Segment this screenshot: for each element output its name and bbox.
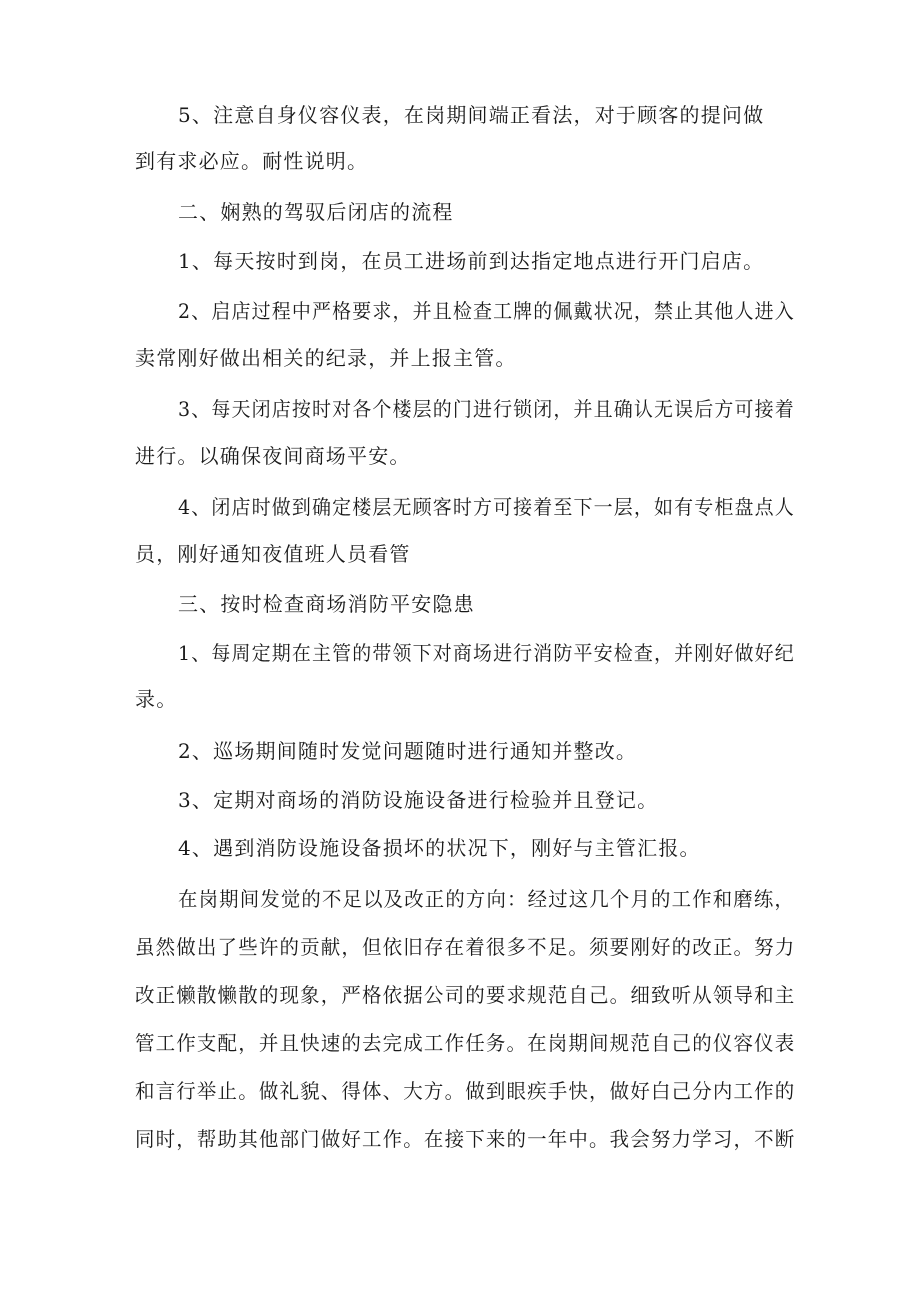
text-line: 4、遇到消防设施设备损坏的状况下，刚好与主管汇报。 <box>178 836 701 860</box>
text-line: 和言行举止。做礼貌、得体、大方。做到眼疾手快，做好白己分内工作的 <box>135 1079 796 1103</box>
text-line: 进行。以确保夜间商场平安。 <box>135 444 411 468</box>
text-line: 管工作支配，并且快速的去完成工作任务。在岗期间规范自己的仪容仪表 <box>135 1031 796 1055</box>
text-line: 虽然做出了些许的贡献，但依旧存在着很多不足。须要刚好的改正。努力 <box>135 935 796 959</box>
text-line: 4、闭店时做到确定楼层无顾客时方可接着至下一层，如有专柜盘点人 <box>178 495 795 519</box>
text-line: 同时，帮助其他部门做好工作。在接下来的一年中。我会努力学习，不断 <box>135 1127 796 1151</box>
text-line: 2、启店过程中严格要求，并且检查工牌的佩戴状况，禁止其他人进入 <box>178 299 795 323</box>
section-heading: 三、按时检查商场消防平安隐患 <box>178 592 475 616</box>
text-line: 5、注意自身仪容仪表，在岗期间端正看法，对于顾客的提问做 <box>178 103 765 127</box>
text-line: 卖常刚好做出相关的纪录，并上报主管。 <box>135 346 517 370</box>
text-line: 录。 <box>135 687 178 711</box>
text-line: 改正懒散懒散的现象，严格依据公司的要求规范自己。细致听从领导和主 <box>135 983 796 1007</box>
text-line: 1、每周定期在主管的带领下对商场进行消防平安检查，并刚好做好纪 <box>178 641 795 665</box>
text-line: 3、定期对商场的消防设施设备进行检验并且登记。 <box>178 788 659 812</box>
text-line: 2、巡场期间随时发觉问题随时进行通知并整改。 <box>178 739 638 763</box>
section-heading: 二、娴熟的驾驭后闭店的流程 <box>178 200 454 224</box>
text-line: 员，刚好通知夜值班人员看管 <box>135 542 411 566</box>
text-line: 1、每天按时到岗，在员工进场前到达指定地点进行开门启店。 <box>178 249 765 273</box>
text-line: 到有求必应。耐性说明。 <box>135 149 369 173</box>
text-line: 在岗期间发觉的不足以及改正的方向：经过这几个月的工作和磨练， <box>178 887 795 911</box>
text-line: 3、每天闭店按时对各个楼层的门进行锁闭，并且确认无误后方可接着 <box>178 397 795 421</box>
